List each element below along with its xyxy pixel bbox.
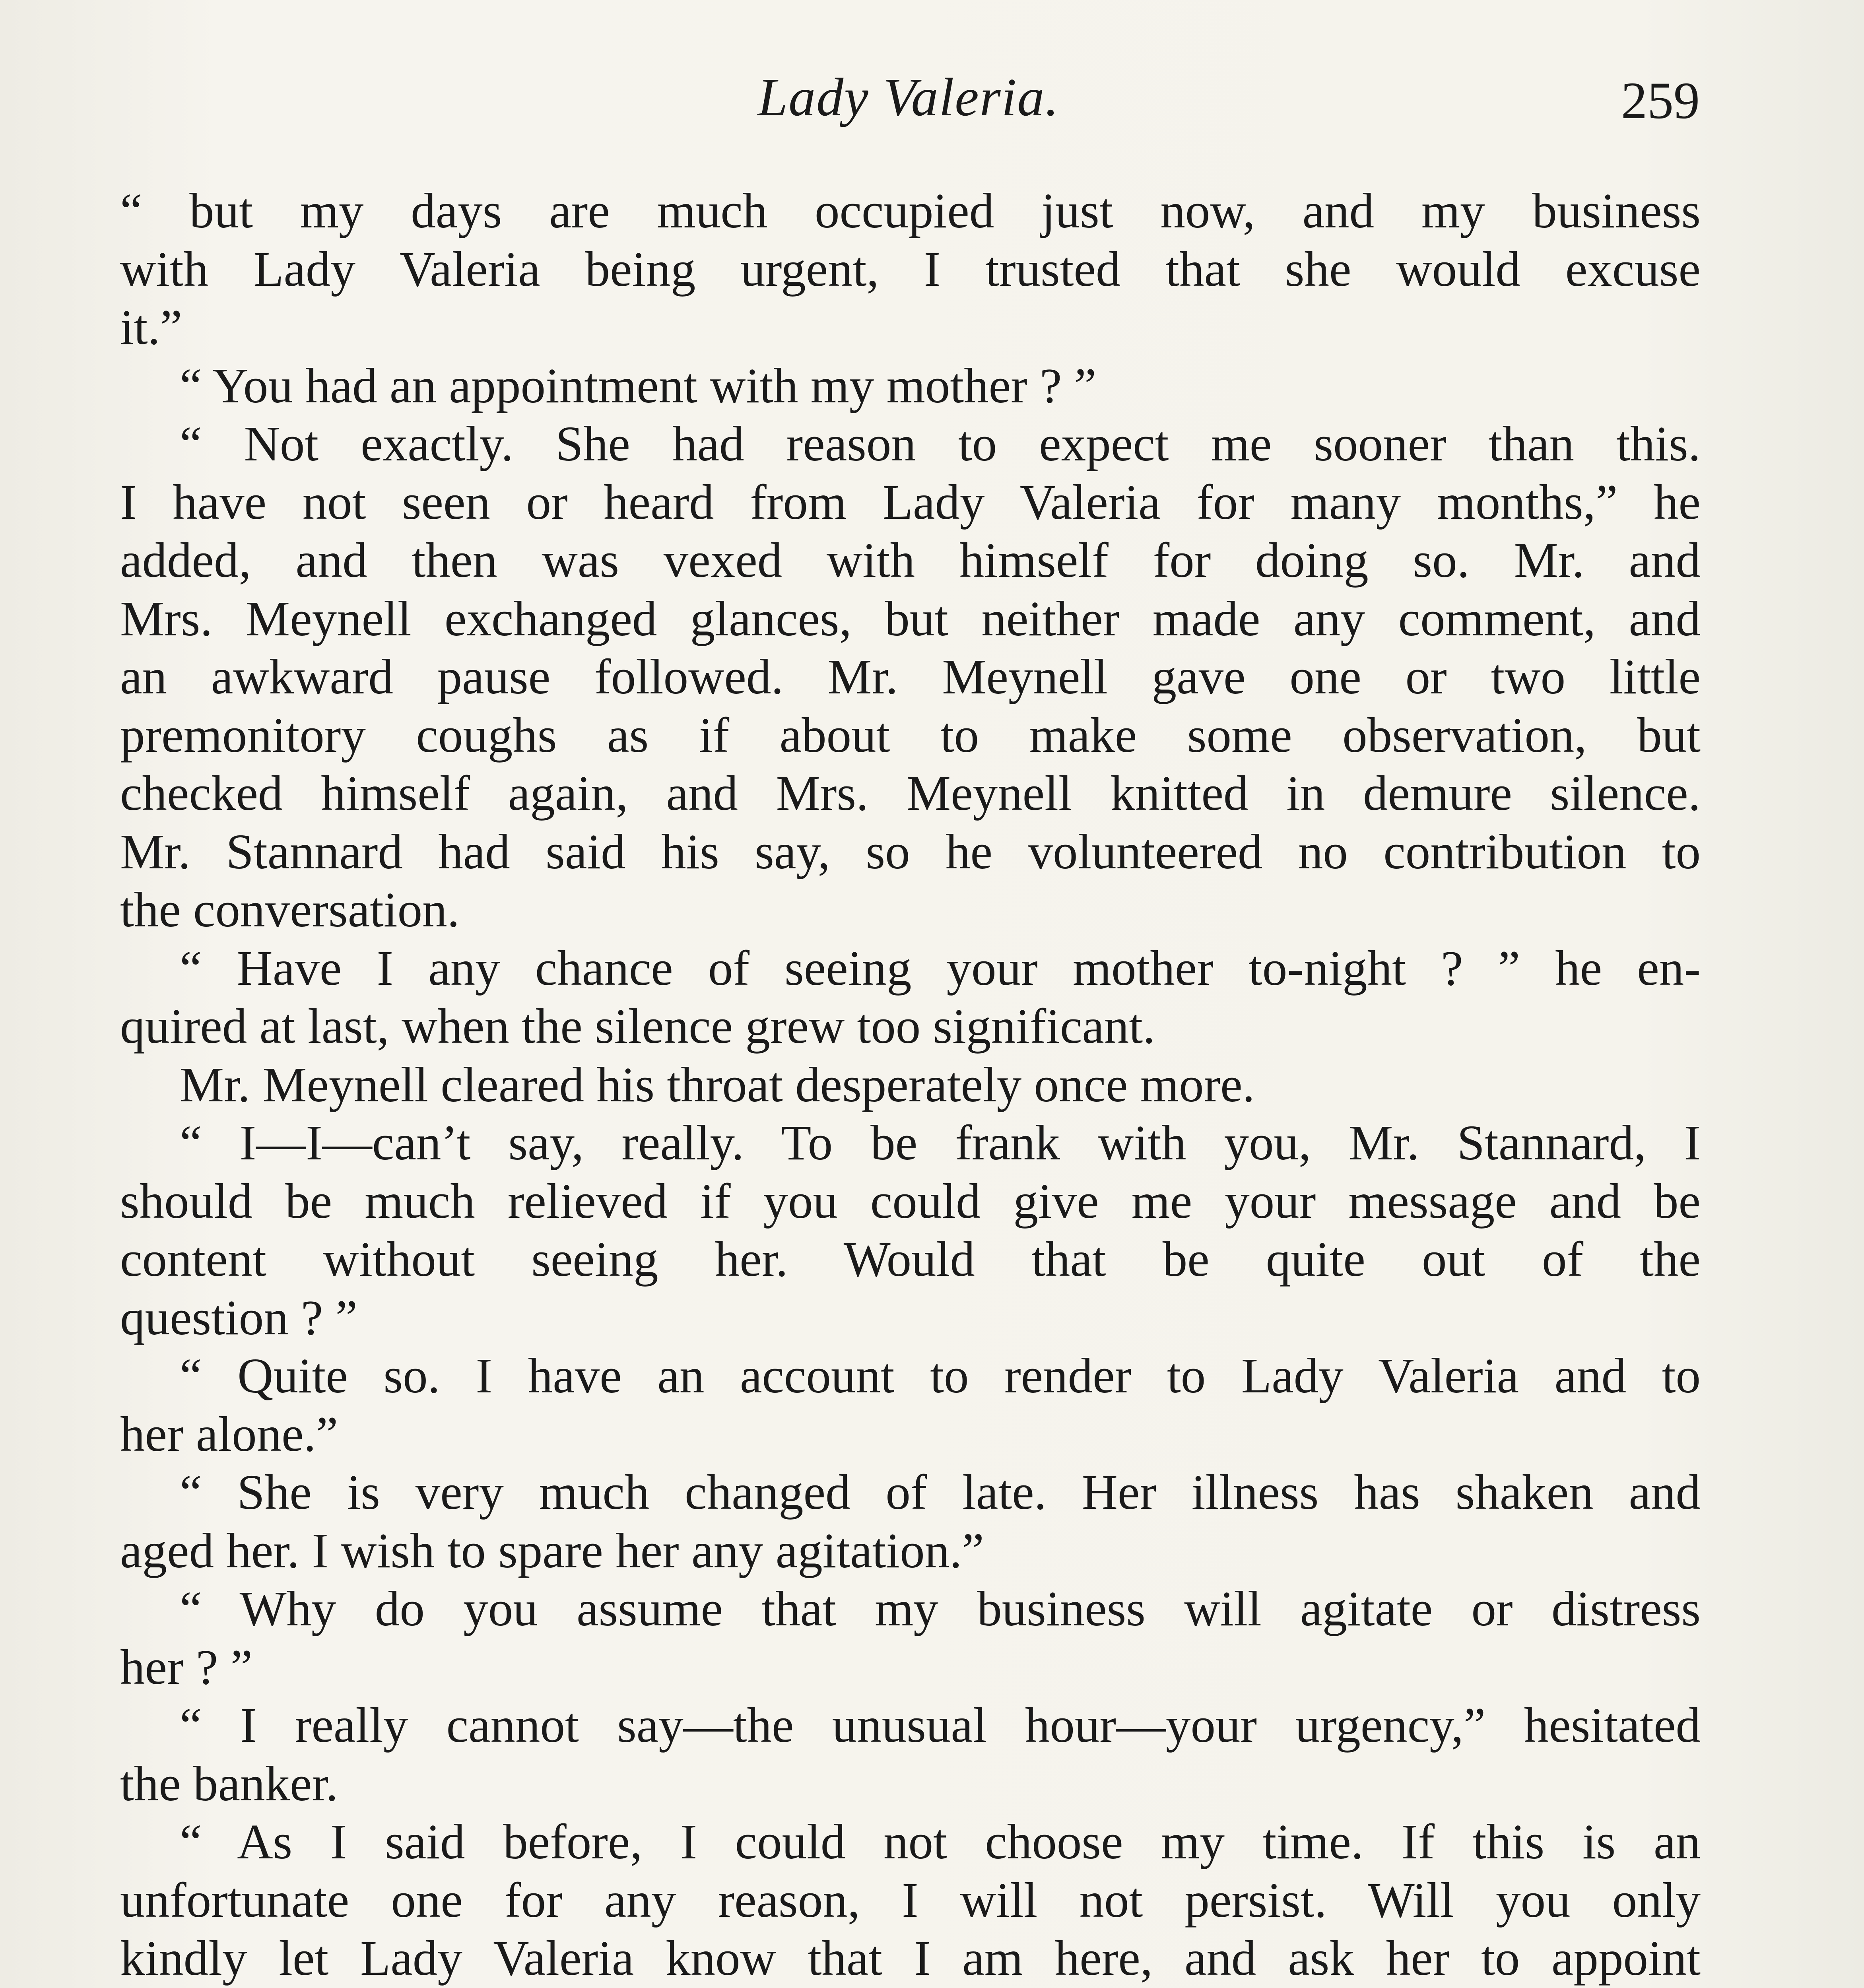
text-line: Mr. Stannard had said his say, so he volunteered no contribution to bbox=[120, 824, 1701, 879]
text-line: unfortunate one for any reason, I will not persist. Will you only bbox=[120, 1873, 1701, 1928]
text-line: checked himself again, and Mrs. Meynell knitted in demure silence. bbox=[120, 766, 1701, 821]
text-line: “ Have I any chance of seeing your mother to-night ? ” he en- bbox=[180, 941, 1701, 996]
text-line: the conversation. bbox=[120, 883, 460, 938]
text-line: her alone.” bbox=[120, 1407, 338, 1462]
text-line: “ Why do you assume that my business will agitate or distress bbox=[180, 1582, 1701, 1637]
page-header bbox=[119, 66, 1698, 145]
text-line: “ You had an appointment with my mother ? ” bbox=[180, 358, 1097, 414]
text-line: Mrs. Meynell exchanged glances, but neither made any comment, and bbox=[120, 591, 1701, 646]
text-line: kindly let Lady Valeria know that I am here, and ask her to appoint bbox=[120, 1931, 1701, 1986]
text-line: I have not seen or heard from Lady Valeria for many months,” he bbox=[120, 475, 1701, 530]
text-line: added, and then was vexed with himself for doing so. Mr. and bbox=[120, 533, 1701, 588]
text-line: “ I—I—can’t say, really. To be frank with you, Mr. Stannard, I bbox=[180, 1116, 1701, 1171]
text-line: an awkward pause followed. Mr. Meynell gave one or two little bbox=[120, 650, 1701, 705]
text-line: aged her. I wish to spare her any agitation.” bbox=[120, 1523, 984, 1578]
text-line: “ Not exactly. She had reason to expect me sooner than this. bbox=[180, 417, 1701, 472]
text-line: “ but my days are much occupied just now, and my business bbox=[120, 184, 1701, 239]
text-line: “ She is very much changed of late. Her illness has shaken and bbox=[180, 1465, 1701, 1520]
running-title: Lady Valeria. bbox=[757, 68, 1060, 127]
text-line: quired at last, when the silence grew too significant. bbox=[120, 999, 1155, 1054]
text-line: “ Quite so. I have an account to render to Lady Valeria and to bbox=[180, 1349, 1701, 1404]
text-line: it.” bbox=[120, 300, 183, 355]
body-text bbox=[120, 182, 1701, 1988]
text-line: with Lady Valeria being urgent, I trusted that she would excuse bbox=[120, 242, 1701, 297]
text-line: her ? ” bbox=[120, 1640, 253, 1695]
text-line: “ As I said before, I could not choose my time. If this is an bbox=[180, 1815, 1701, 1870]
text-line: should be much relieved if you could give me your message and be bbox=[120, 1174, 1701, 1229]
text-line: question ? ” bbox=[120, 1290, 358, 1345]
text-line: premonitory coughs as if about to make some observation, but bbox=[120, 708, 1701, 763]
text-line: “ I really cannot say—the unusual hour—your urgency,” hesitated bbox=[180, 1698, 1701, 1753]
text-line: content without seeing her. Would that be quite out of the bbox=[120, 1232, 1701, 1287]
page-number: 259 bbox=[1621, 71, 1700, 130]
text-line: the banker. bbox=[120, 1756, 338, 1811]
text-line: Mr. Meynell cleared his throat desperately once more. bbox=[180, 1057, 1255, 1112]
